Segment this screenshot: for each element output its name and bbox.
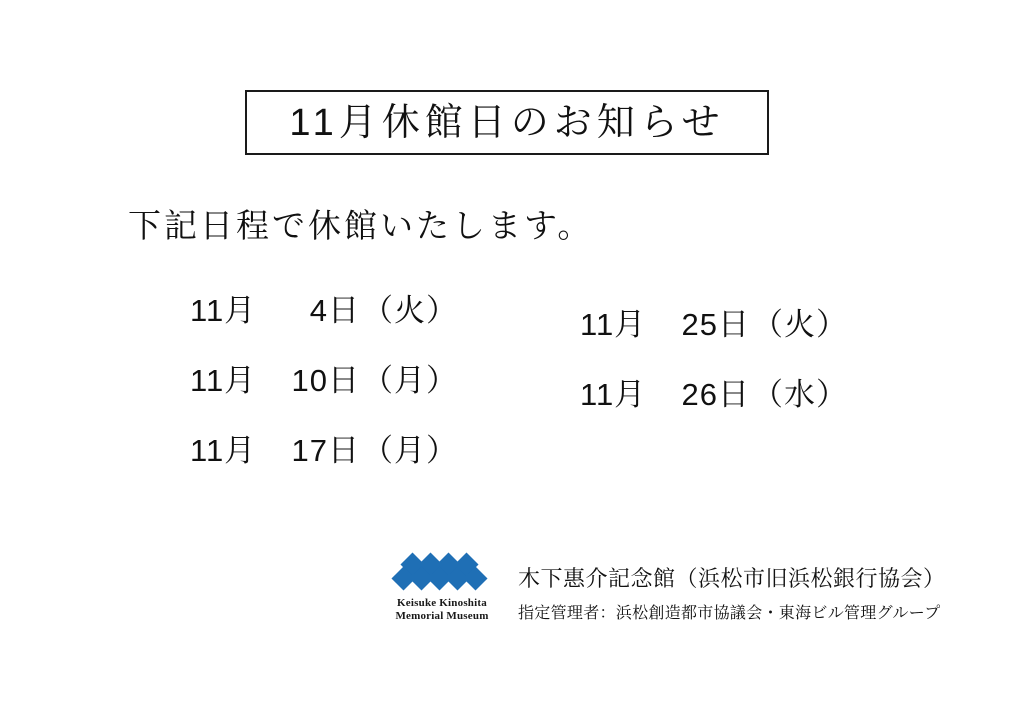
- list-item: [580, 369, 848, 414]
- date-weekday: （水）: [752, 377, 848, 412]
- list-item: [190, 425, 458, 470]
- date-month: 11月: [190, 363, 257, 398]
- title-box: [245, 90, 769, 155]
- date-weekday: （月）: [362, 433, 458, 468]
- manager-name: 指定管理者：浜松創造都市協議会・東海ビル管理グループ: [518, 605, 941, 622]
- date-day: 26日: [681, 377, 750, 412]
- lead-text: 下記日程で休館いたします。: [128, 207, 594, 244]
- date-weekday: （火）: [362, 293, 458, 328]
- logo-text-line1: Keisuke Kinoshita: [397, 597, 487, 609]
- date-weekday: （月）: [362, 363, 458, 398]
- logo-text-line2: Memorial Museum: [395, 610, 489, 622]
- list-item: [190, 285, 458, 330]
- list-item: [580, 299, 848, 344]
- organization-name: 木下惠介記念館（浜松市旧浜松銀行協会）: [518, 566, 946, 591]
- diamond-logo-icon: [392, 552, 492, 594]
- date-day: 25日: [681, 307, 750, 342]
- logo-text: [378, 597, 506, 623]
- closure-dates: [180, 285, 940, 485]
- date-weekday: （火）: [752, 307, 848, 342]
- page-title: 11月休館日のお知らせ: [289, 101, 725, 144]
- date-month: 11月: [190, 293, 257, 328]
- dates-column-left: [190, 285, 458, 495]
- date-day: 10日: [291, 363, 360, 398]
- date-day: 4日: [309, 293, 360, 328]
- list-item: [190, 355, 458, 400]
- dates-column-right: [580, 299, 848, 439]
- date-day: 17日: [291, 433, 360, 468]
- museum-logo: [378, 552, 506, 632]
- date-month: 11月: [580, 377, 647, 412]
- date-month: 11月: [190, 433, 257, 468]
- footer: [378, 552, 978, 647]
- date-month: 11月: [580, 307, 647, 342]
